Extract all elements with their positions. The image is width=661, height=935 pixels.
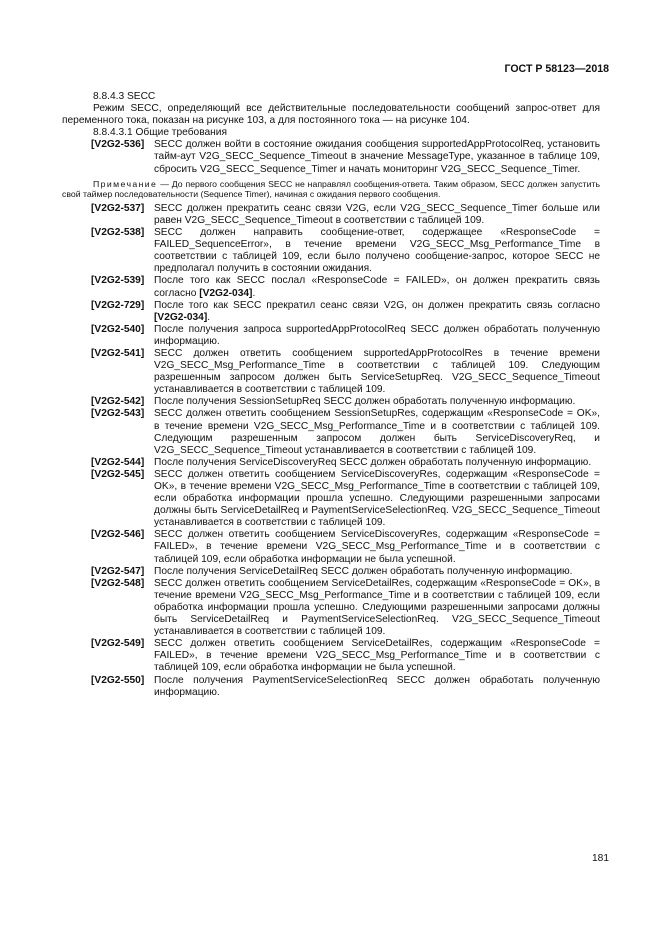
requirement-reference: [V2G2-034]: [154, 311, 208, 323]
requirement-id: [V2G2-550]: [91, 674, 145, 686]
requirement-item: [62, 324, 600, 348]
requirement-text: SECC должен ответить сообщением SessionSetupRes, содержащим «ResponseCode = OK», в течение времени V2G_SECC_Msg_Performance_Time и в соответствии с таблицей 109. Следующим разрешенным запросом должен быть ServiceDiscoveryReq, и V2G_SECC_Sequence_Timeout устанавливается в соответствии с таблицей 109.: [154, 408, 600, 456]
requirement-id: [V2G2-540]: [91, 323, 145, 335]
requirement-id: [V2G2-548]: [91, 577, 145, 589]
requirement-id: [V2G2-536]: [91, 139, 145, 151]
section-intro: Режим SECC, определяющий все действительные последовательности сообщений запрос-ответ для переменного тока, показан на рисунке 103, а для постоянного тока — на рисунке 104.: [62, 103, 600, 127]
requirement-text: После получения ServiceDetailReq SECC должен обработать полученную информацию.: [154, 565, 573, 577]
requirement-item: [62, 139, 600, 175]
standard-header: ГОСТ Р 58123—2018: [504, 63, 609, 75]
requirement-item: [62, 300, 600, 324]
requirement-text: SECC должен ответить сообщением ServiceDetailRes, содержащим «ResponseCode = OK», в течение времени V2G_SECC_Msg_Performance_Time и в соответствии с таблицей 109, если обработка информации прошла успешно. Следующими разрешенными запросами должны быть ServiceDetailReq и PaymentServiceSelectionReq. V2G_SECC_Sequence_Timeout устанавливается в соответствии с таблицей 109.: [154, 577, 600, 638]
requirement-item: [62, 469, 600, 529]
requirement-id: [V2G2-543]: [91, 408, 145, 420]
requirement-text: После того как SECC прекратил сеанс связи V2G, он должен прекратить связь согласно: [154, 299, 600, 311]
requirement-text: После того как SECC послал «ResponseCode = FAILED», он должен прекратить связь согласно: [154, 275, 600, 299]
requirement-text-wrap: [154, 275, 600, 299]
note-text: — До первого сообщения SECC не направлял сообщения-ответа. Таким образом, SECC должен запустить свой таймер последовательности (Sequence Timer), начиная с ожидания первого сообщения.: [62, 178, 600, 200]
requirement-id: [V2G2-544]: [91, 456, 145, 468]
section-heading: 8.8.4.3 SECC: [93, 91, 156, 102]
requirement-id: [V2G2-729]: [91, 299, 145, 311]
requirement-id: [V2G2-538]: [91, 227, 145, 239]
requirement-item: [62, 203, 600, 227]
requirement-text: После получения PaymentServiceSelectionReq SECC должен обработать полученную информацию.: [154, 674, 600, 698]
requirement-item: [62, 396, 600, 408]
page-content: [62, 91, 600, 699]
requirement-text: SECC должен ответить сообщением ServiceDetailRes, содержащим «ResponseCode = FAILED», в течение времени V2G_SECC_Msg_Performance_Time и в соответствии с таблицей 109, если обработка информации не была успешной.: [154, 638, 600, 674]
requirement-item: [62, 578, 600, 638]
requirement-id: [V2G2-546]: [91, 529, 145, 541]
subsection-heading: 8.8.4.3.1 Общие требования: [93, 127, 227, 139]
note-label: Примечание: [93, 178, 158, 189]
requirement-id: [V2G2-539]: [91, 275, 145, 287]
requirement-text: После получения запроса supportedAppProtocolReq SECC должен обработать полученную информацию.: [154, 323, 600, 347]
page-number: 181: [592, 853, 609, 864]
requirement-text: SECC должен ответить сообщением ServiceDiscoveryRes, содержащим «ResponseCode = OK», в течение времени V2G_SECC_Msg_Performance_Time в соответствии с таблицей 109, если обработка информации прошла успешно. Следующими разрешенными запросами должны быть ServiceDetailReq и PaymentServiceSelectionReq. V2G_SECC_Sequence_Timeout устанавливается в соответствии с таблицей 109.: [154, 468, 600, 529]
requirement-id: [V2G2-549]: [91, 638, 145, 650]
requirement-id: [V2G2-541]: [91, 347, 145, 359]
requirement-item: [62, 638, 600, 674]
note-block: [62, 179, 600, 200]
requirement-text-tail: .: [207, 311, 211, 323]
requirement-item: [62, 348, 600, 396]
requirement-item: [62, 675, 600, 699]
requirement-item: [62, 529, 600, 565]
requirement-id: [V2G2-547]: [91, 565, 145, 577]
requirement-text-tail: .: [252, 287, 256, 299]
requirement-item: [62, 408, 600, 456]
requirement-id: [V2G2-537]: [91, 202, 145, 214]
requirement-item: [62, 227, 600, 275]
requirement-text: SECC должен войти в состояние ожидания сообщения supportedAppProtocolReq, установить тайм-аут V2G_SECC_Sequence_Timeout в значение MessageType, указанное в таблице 109, сбросить V2G_SECC_Sequence_Timer и начать мониторинг V2G_SECC_Sequence_Timer.: [154, 139, 600, 175]
requirement-text: После получения SessionSetupReq SECC должен обработать полученную информацию.: [154, 396, 576, 408]
requirement-item: [62, 566, 600, 578]
requirement-reference: [V2G2-034]: [199, 287, 253, 299]
requirement-id: [V2G2-545]: [91, 468, 145, 480]
requirement-item: [62, 275, 600, 299]
requirement-text: SECC должен направить сообщение-ответ, содержащее «ResponseCode = FAILED_SequenceError», в течение времени V2G_SECC_Msg_Performance_Time в соответствии с таблицей 109, если было получено сообщение-запрос, которое SECC не предполагал получить в состоянии ожидания.: [154, 227, 600, 275]
requirement-text: SECC должен прекратить сеанс связи V2G, если V2G_SECC_Sequence_Timer больше или равен V2G_SECC_Sequence_Timeout в соответствии с таблицей 109.: [154, 202, 600, 226]
requirement-item: [62, 457, 600, 469]
requirement-text: SECC должен ответить сообщением ServiceDiscoveryRes, содержащим «ResponseCode = FAILED», в течение времени V2G_SECC_Msg_Performance_Time и в соответствии с таблицей 109, если обработка информации не была успешной.: [154, 529, 600, 565]
requirement-text-wrap: [154, 300, 600, 324]
requirement-text: После получения ServiceDiscoveryReq SECC должен обработать полученную информацию.: [154, 456, 592, 468]
requirement-id: [V2G2-542]: [91, 396, 145, 408]
requirement-text: SECC должен ответить сообщением supportedAppProtocolRes в течение времени V2G_SECC_Msg_Performance_Time в соответствии с таблицей 109. Следующим разрешенным запросом должен быть ServiceSetupReq. V2G_SECC_Sequence_Timeout устанавливается в соответствии с таблицей 109.: [154, 347, 600, 396]
